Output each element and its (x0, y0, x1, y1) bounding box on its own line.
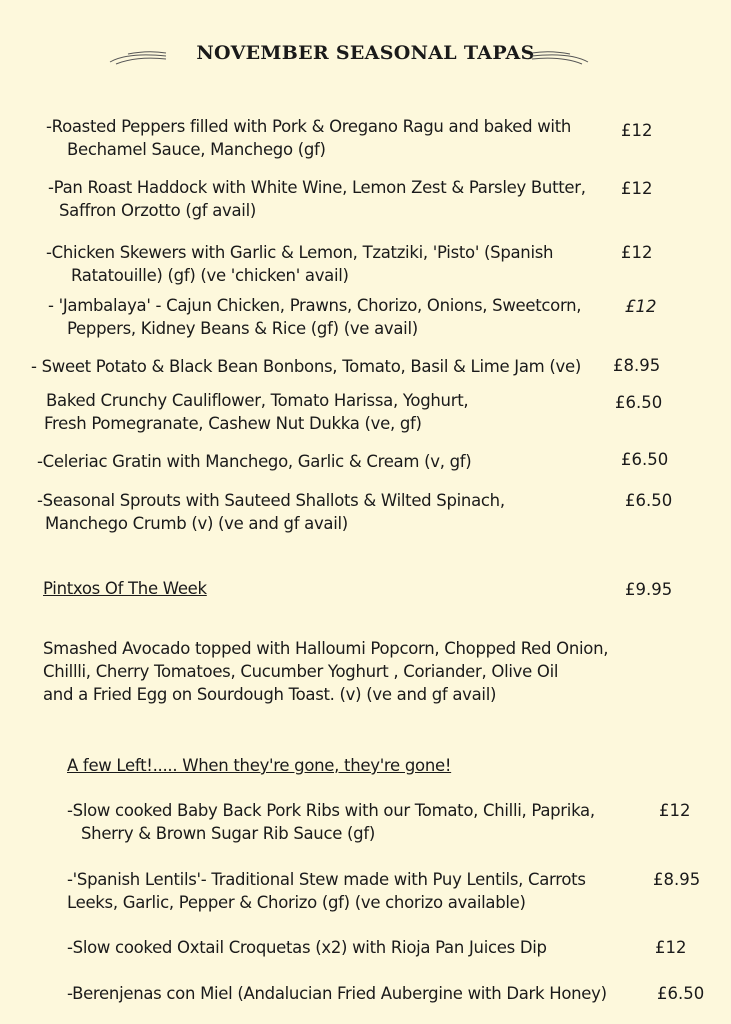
menu-item: - 'Jambalaya' - Cajun Chicken, Prawns, Chorizo, Onions, Sweetcorn, Peppers, Kidney Beans & Rice (gf) (ve avail) (48, 296, 582, 338)
menu-item: -Roasted Peppers filled with Pork & Oregano Ragu and baked with Bechamel Sauce, Manchego (gf) (46, 117, 572, 159)
menu-item: -Celeriac Gratin with Manchego, Garlic & Cream (v, gf) (37, 452, 472, 471)
menu-item-price: £8.95 (613, 356, 661, 375)
pintxos-description: Smashed Avocado topped with Halloumi Popcorn, Chopped Red Onion, Chillli, Cherry Tomatoes, Cucumber Yoghurt , Coriander, Olive Oil and a Fried Egg on Sourdough Toast. (v) (ve and gf avail) (43, 639, 609, 704)
menu-item-price: £6.50 (621, 450, 669, 469)
menu-item-price: £12 (625, 297, 657, 316)
page-title: NOVEMBER SEASONAL TAPAS (196, 42, 535, 64)
pintxos-heading: Pintxos Of The Week (43, 579, 207, 598)
menu-item: -Chicken Skewers with Garlic & Lemon, Tzatziki, 'Pisto' (Spanish Ratatouille) (gf) (ve 'chicken' avail) (46, 243, 554, 285)
menu-item-price: £8.95 (653, 870, 701, 889)
menu-item: - Sweet Potato & Black Bean Bonbons, Tomato, Basil & Lime Jam (ve) (31, 357, 581, 376)
menu-item: -Seasonal Sprouts with Sauteed Shallots & Wilted Spinach, Manchego Crumb (v) (ve and gf avail) (37, 491, 505, 533)
menu-item: -Berenjenas con Miel (Andalucian Fried Aubergine with Dark Honey) (67, 984, 607, 1003)
menu-item-price: £6.50 (615, 393, 663, 412)
menu-item: -Pan Roast Haddock with White Wine, Lemon Zest & Parsley Butter, Saffron Orzotto (gf avail) (48, 178, 586, 220)
menu-header (0, 38, 731, 78)
menu-item-price: £12 (621, 179, 653, 198)
menu-item-price: £6.50 (657, 984, 705, 1003)
menu-item-price: £12 (655, 938, 687, 957)
menu-item-price: £12 (621, 121, 653, 140)
menu-item-price: £6.50 (625, 491, 673, 510)
menu-item: Baked Crunchy Cauliflower, Tomato Harissa, Yoghurt, Fresh Pomegranate, Cashew Nut Dukka (ve, gf) (44, 391, 469, 433)
right-flourish-icon (530, 46, 590, 66)
menu-item: -Slow cooked Baby Back Pork Ribs with our Tomato, Chilli, Paprika, Sherry & Brown Sugar Rib Sauce (gf) (67, 801, 595, 843)
menu-item-price: £12 (621, 243, 653, 262)
menu-item: -'Spanish Lentils'- Traditional Stew made with Puy Lentils, Carrots Leeks, Garlic, Pepper & Chorizo (gf) (ve chorizo available) (67, 870, 586, 912)
pintxos-price: £9.95 (625, 580, 673, 599)
menu-item-price: £12 (659, 801, 691, 820)
menu-item: -Slow cooked Oxtail Croquetas (x2) with Rioja Pan Juices Dip (67, 938, 547, 957)
few-left-heading: A few Left!..... When they're gone, they're gone! (67, 756, 452, 775)
